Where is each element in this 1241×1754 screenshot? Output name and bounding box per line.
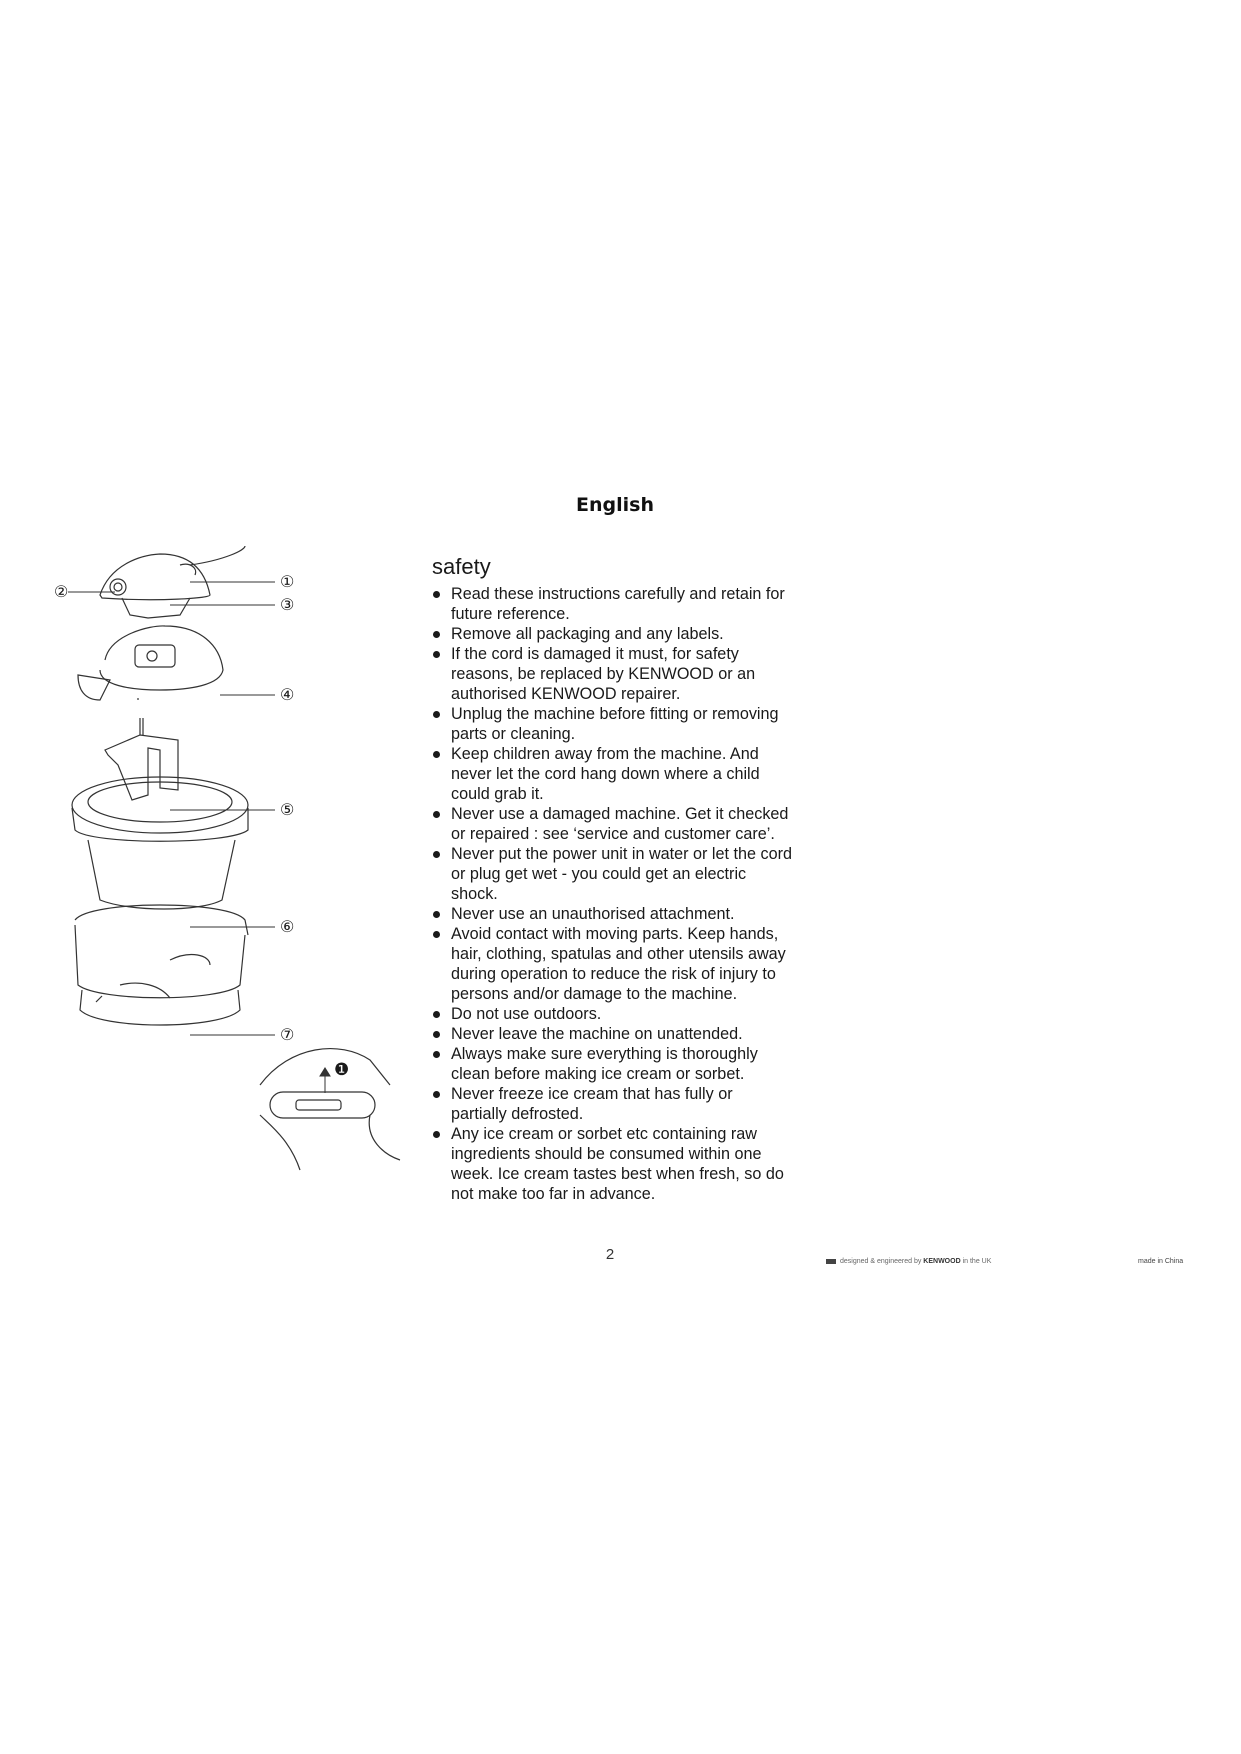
safety-item [432, 804, 792, 844]
callout-1: ① [280, 574, 295, 591]
base-drawing [75, 905, 248, 1025]
safety-item [432, 924, 792, 1004]
bullet-icon [433, 911, 440, 918]
bullet-icon [433, 711, 440, 718]
bullet-icon [433, 1051, 440, 1058]
callout-7: ⑦ [280, 1027, 295, 1044]
safety-item-text: Avoid contact with moving parts. Keep hands, hair, clothing, spatulas and other utensils away during operation to reduce the risk of injury to persons and/or damage to the machine. [451, 925, 786, 1003]
credit-prefix: designed & engineered by [840, 1258, 922, 1265]
bullet-icon [433, 811, 440, 818]
page-number: 2 [605, 1246, 615, 1263]
safety-item-text: Remove all packaging and any labels. [451, 625, 724, 643]
safety-item-text: Never freeze ice cream that has fully or partially defrosted. [451, 1085, 733, 1123]
callout-6: ⑥ [280, 919, 295, 936]
bullet-icon [433, 1091, 440, 1098]
callout-5: ⑤ [280, 802, 295, 819]
safety-item-text: Any ice cream or sorbet etc containing raw ingredients should be consumed within one week. Ice cream tastes best when fresh, so do not make too far in advance. [451, 1125, 784, 1203]
bullet-icon [433, 1031, 440, 1038]
credit-suffix: in the UK [962, 1258, 992, 1265]
safety-item-text: Do not use outdoors. [451, 1005, 602, 1023]
safety-item [432, 1004, 792, 1024]
lid-drawing [78, 626, 223, 700]
safety-item [432, 744, 792, 804]
made-in-label: made in China [1138, 1258, 1184, 1265]
ice-cream-maker-exploded-diagram [40, 540, 410, 1220]
detail-step-number: ❶ [334, 1060, 350, 1079]
callout-2: ② [54, 584, 69, 601]
safety-item [432, 644, 792, 704]
design-credit [826, 1258, 991, 1265]
bullet-icon [433, 1011, 440, 1018]
safety-heading: safety [432, 554, 491, 579]
language-heading: English [576, 494, 654, 516]
safety-item-text: Never put the power unit in water or let the cord or plug get wet - you could get an electric shock. [451, 845, 793, 903]
bullet-icon [433, 1131, 440, 1138]
freezer-bowl-drawing [72, 777, 248, 909]
safety-item-text: If the cord is damaged it must, for safety reasons, be replaced by KENWOOD or an authorised KENWOOD repairer. [451, 645, 756, 703]
kenwood-mark-icon [826, 1259, 836, 1264]
safety-item [432, 1124, 792, 1204]
safety-item-text: Never use a damaged machine. Get it checked or repaired : see ‘service and customer care’. [451, 805, 789, 843]
bullet-icon [433, 751, 440, 758]
bullet-icon [433, 851, 440, 858]
callout-3: ③ [280, 597, 295, 614]
detail-inset-drawing [260, 1049, 400, 1170]
callout-leaders [68, 582, 330, 1093]
safety-item-text: Never leave the machine on unattended. [451, 1025, 743, 1043]
safety-item-text: Keep children away from the machine. And never let the cord hang down where a child could grab it. [451, 745, 760, 803]
callout-4: ④ [280, 687, 295, 704]
safety-item [432, 584, 792, 624]
safety-item [432, 704, 792, 744]
safety-item [432, 844, 792, 904]
safety-item-text: Never use an unauthorised attachment. [451, 905, 735, 923]
paddle-drawing [105, 718, 178, 800]
safety-item [432, 624, 792, 644]
bullet-icon [433, 931, 440, 938]
safety-item [432, 1084, 792, 1124]
safety-item-text: Read these instructions carefully and retain for future reference. [451, 585, 785, 623]
safety-item [432, 904, 792, 924]
safety-list [432, 584, 792, 1204]
safety-item-text: Unplug the machine before fitting or removing parts or cleaning. [451, 705, 779, 743]
safety-item-text: Always make sure everything is thoroughly clean before making ice cream or sorbet. [451, 1045, 758, 1083]
credit-brand: KENWOOD [923, 1258, 961, 1265]
bullet-icon [433, 631, 440, 638]
bullet-icon [433, 591, 440, 598]
safety-item [432, 1024, 792, 1044]
bullet-icon [433, 651, 440, 658]
safety-item [432, 1044, 792, 1084]
